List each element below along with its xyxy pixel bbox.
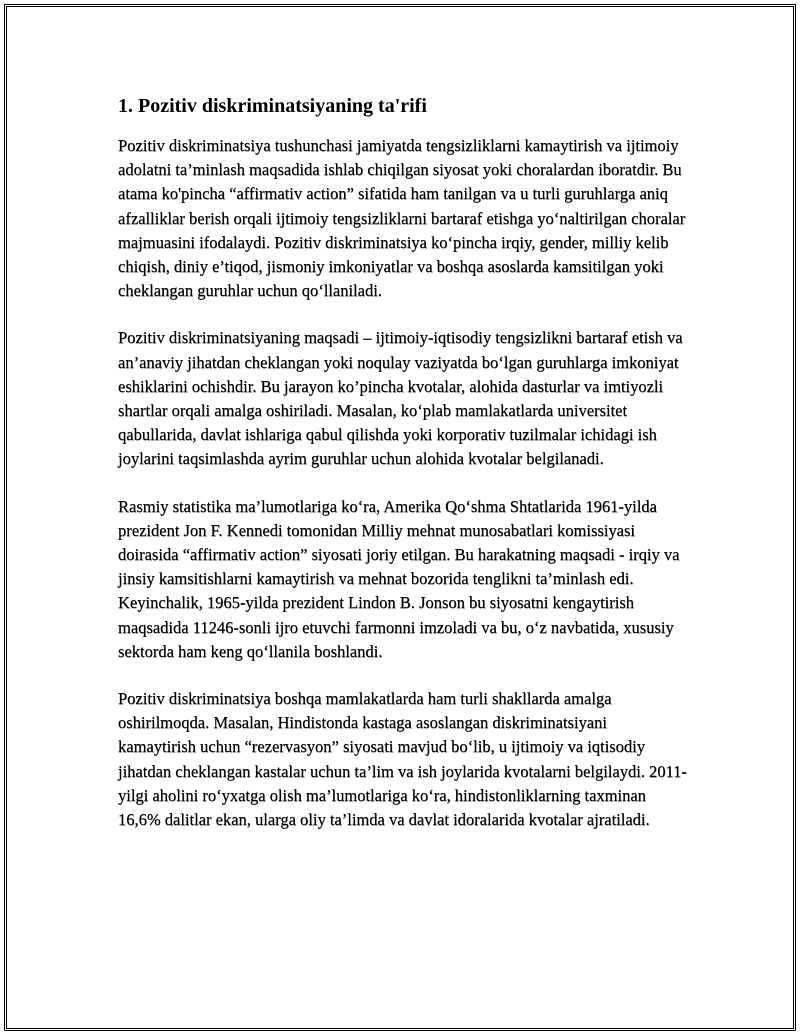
document-body	[118, 92, 688, 855]
paragraph-1: Pozitiv diskriminatsiya tushunchasi jamiyatda tengsizliklarni kamaytirish va ijtimoiy adolatni ta’minlash maqsadida ishlab chiqilgan siyosat yoki choralardan iboratdir. Bu atama ko'pincha “affirmativ action” sifatida ham tanilgan va u turli guruhlarga aniq afzalliklar berish orqali ijtimoiy tengsizliklarni bartaraf etishga yo‘naltirilgan choralar majmuasini ifodalaydi. Pozitiv diskriminatsiya ko‘pincha irqiy, gender, milliy kelib chiqish, diniy e’tiqod, jismoniy imkoniyatlar va boshqa asoslarda kamsitilgan yoki cheklangan guruhlar uchun qo‘llaniladi.	[118, 136, 686, 301]
paragraph-3: Rasmiy statistika ma’lumotlariga ko‘ra, Amerika Qo‘shma Shtatlarida 1961-yilda prezident Jon F. Kennedi tomonidan Milliy mehnat munosabatlari komissiyasi doirasida “affirmativ action” siyosati joriy etilgan. Bu harakatning maqsadi - irqiy va jinsiy kamsitishlarni kamaytirish va mehnat bozorida tenglikni ta’minlash edi. Keyinchalik, 1965-yilda prezident Lindon B. Jonson bu siyosatni kengaytirish maqsadida 11246-sonli ijro etuvchi farmonni imzoladi va bu, o‘z navbatida, xususiy sektorda ham keng qo‘llanila boshlandi.	[118, 496, 680, 661]
paragraph-4: Pozitiv diskriminatsiya boshqa mamlakatlarda ham turli shakllarda amalga oshirilmoqda. Masalan, Hindistonda kastaga asoslangan diskriminatsiyani kamaytirish uchun “rezervasyon” siyosati mavjud bo‘lib, u ijtimoiy va iqtisodiy jihatdan cheklangan kastalar uchun ta’lim va ish joylarida kvotalarni belgilaydi. 2011-yilgi aholini ro‘yxatga olish ma’lumotlariga ko‘ra, hindistonliklarning taxminan 16,6% dalitlar ekan, ularga oliy ta’limda va davlat idoralarida kvotalar ajratiladi.	[118, 689, 687, 830]
paragraph-2: Pozitiv diskriminatsiyaning maqsadi – ijtimoiy-iqtisodiy tengsizlikni bartaraf etish va an’anaviy jihatdan cheklangan yoki noqulay vaziyatda bo‘lgan guruhlarga imkoniyat eshiklarini ochishdir. Bu jarayon ko’pincha kvotalar, alohida dasturlar va imtiyozli shartlar orqali amalga oshiriladi. Masalan, ko‘plab mamlakatlarda universitet qabullarida, davlat ishlariga qabul qilishda yoki korporativ tuzilmalar ichidagi ish joylarini taqsimlashda ayrim guruhlar uchun alohida kvotalar belgilanadi.	[118, 328, 683, 469]
section-heading: 1. Pozitiv diskriminatsiyaning ta'rifi	[118, 95, 427, 117]
